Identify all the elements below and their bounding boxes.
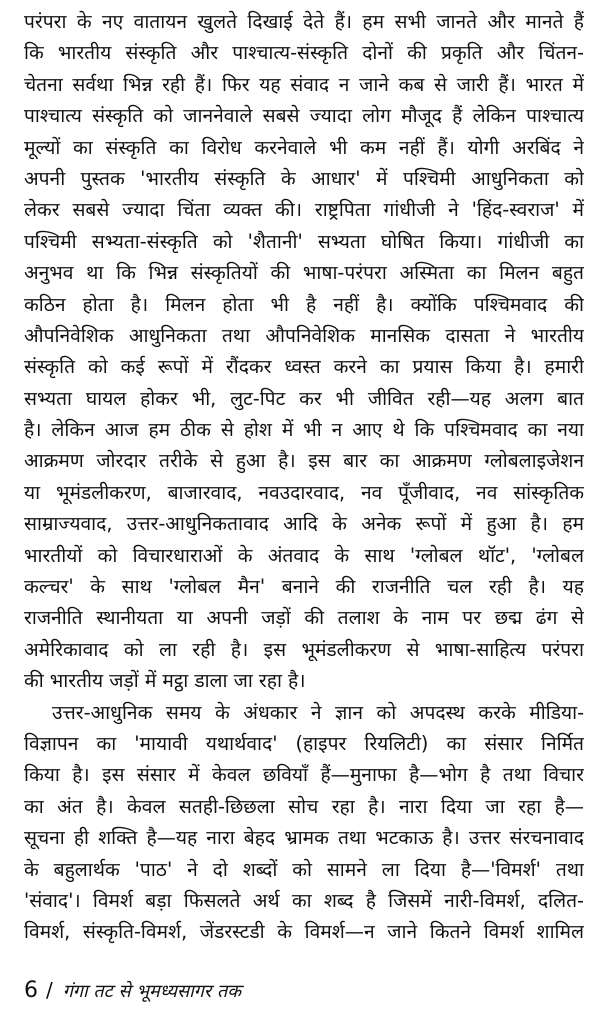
text-line: संस्कृति को कई रूपों में रौंदकर ध्वस्त करने का प्रयास किया है। हमारी [24,355,584,379]
text-line: अपनी पुस्तक 'भारतीय संस्कृति के आधार' में पश्चिमी आधुनिकता को [24,166,584,190]
text-line: सभ्यता घायल होकर भी, लुट-पिट कर भी जीवित रही—यह अलग बात [24,386,584,410]
text-line: विमर्श, संस्कृति-विमर्श, जेंडरस्टडी के विमर्श—न जाने कितने विमर्श शामिल [24,920,584,944]
text-line: कल्चर' के साथ 'ग्लोबल मैन' बनाने की राजनीति चल रही है। यह [24,575,584,599]
text-line: पश्चिमी सभ्यता-संस्कृति को 'शैतानी' सभ्यता घोषित किया। गांधीजी का [24,229,584,253]
text-line: भारतीयों को विचारधाराओं के अंतवाद के साथ 'ग्लोबल थॉट', 'ग्लोबल [24,543,584,567]
text-line: परंपरा के नए वातायन खुलते दिखाई देते हैं। हम सभी जानते और मानते हैं [24,10,584,33]
text-line: पाश्चात्य संस्कृति को जाननेवाले सबसे ज्यादा लोग मौजूद हैं लेकिन पाश्चात्य [24,104,584,128]
text-line: औपनिवेशिक आधुनिकता तथा औपनिवेशिक मानसिक दासता ने भारतीय [24,323,584,347]
text-line: उत्तर-आधुनिक समय के अंधकार ने ज्ञान को अपदस्थ करके मीडिया- [52,700,584,724]
text-line: अनुभव था कि भिन्न संस्कृतियों की भाषा-परंपरा अस्मिता का मिलन बहुत [24,261,584,285]
text-line: साम्राज्यवाद, उत्तर-आधुनिकतावाद आदि के अनेक रूपों में हुआ है। हम [24,512,584,536]
text-line: राजनीति स्थानीयता या अपनी जड़ों की तलाश के नाम पर छद्म ढंग से [24,606,584,630]
text-line: की भारतीय जड़ों में मट्ठा डाला जा रहा है। [24,669,306,693]
text-line: आक्रमण जोरदार तरीके से हुआ है। इस बार का आक्रमण ग्लोबलाइजेशन [24,449,584,473]
page-footer [24,978,241,1004]
text-line: कठिन होता है। मिलन होता भी है नहीं है। क्योंकि पश्चिमवाद की [24,292,584,316]
text-line: या भूमंडलीकरण, बाजारवाद, नवउदारवाद, नव पूँजीवाद, नव सांस्कृतिक [24,480,584,504]
page-number: 6 [24,978,38,1003]
body-text [24,6,584,956]
text-line: है। लेकिन आज हम ठीक से होश में भी न आए थे कि पश्चिमवाद का नया [24,418,584,442]
text-line: सूचना ही शक्ति है—यह नारा बेहद भ्रामक तथा भटकाऊ है। उत्तर संरचनावाद [24,826,584,850]
running-book-title: गंगा तट से भूमध्यसागर तक [62,981,242,1002]
text-line: किया है। इस संसार में केवल छवियाँ हैं—मुनाफा है—भोग है तथा विचार [24,763,584,787]
text-line: लेकर सबसे ज्यादा चिंता व्यक्त की। राष्ट्रपिता गांधीजी ने 'हिंद-स्वराज' में [24,198,584,222]
text-line: विज्ञापन का 'मायावी यथार्थवाद' (हाइपर रियलिटी) का संसार निर्मित [24,731,584,755]
text-line: चेतना सर्वथा भिन्न रही हैं। फिर यह संवाद न जाने कब से जारी हैं। भारत में [24,72,584,96]
text-line: 'संवाद'। विमर्श बड़ा फिसलते अर्थ का शब्द है जिसमें नारी-विमर्श, दलित- [24,888,584,912]
paragraph-1 [24,6,584,697]
text-line: अमेरिकावाद को ला रही है। इस भूमंडलीकरण से भाषा-साहित्य परंपरा [24,637,584,661]
paragraph-2 [24,697,584,948]
text-line: मूल्यों का संस्कृति का विरोध करनेवाले भी कम नहीं हैं। योगी अरबिंद ने [24,135,584,159]
text-line: कि भारतीय संस्कृति और पाश्चात्य-संस्कृति दोनों की प्रकृति और चिंतन- [24,41,584,65]
text-line: का अंत है। केवल सतही-छिछला सोच रहा है। नारा दिया जा रहा है— [24,794,584,818]
footer-separator: / [46,978,53,1002]
text-line: के बहुलार्थक 'पाठ' ने दो शब्दों को सामने ला दिया है—'विमर्श' तथा [24,857,584,881]
